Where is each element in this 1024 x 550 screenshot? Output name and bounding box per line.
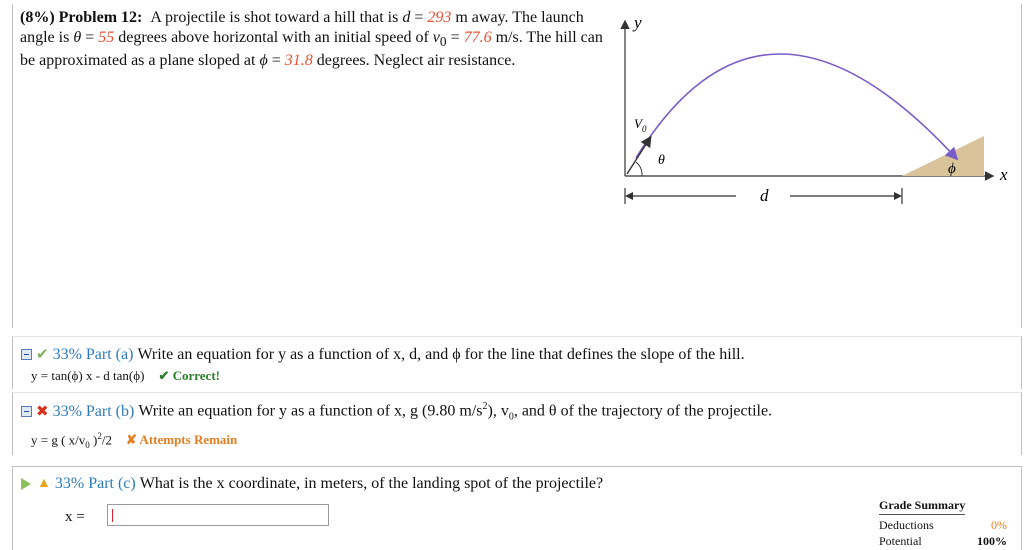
text-caret — [112, 509, 113, 522]
theta-label: θ — [658, 153, 665, 168]
deductions-value: 0% — [991, 518, 1007, 532]
v0-label: $V_0$ — [634, 116, 647, 134]
part-a-label: Part (a) — [85, 345, 134, 363]
grade-summary-title: Grade Summary — [879, 497, 965, 515]
x-coordinate-input[interactable] — [107, 504, 329, 526]
potential-value: 100% — [977, 534, 1007, 548]
part-b-header: ✖ 33% Part (b) Write an equation for y as a function of x, g (9.80 $m/s^2$), $v_0$, and θ of the trajectory of the projectile. — [21, 401, 772, 423]
part-b-answer: y = g ( $x/v_0$ )$^2$/2 — [31, 431, 112, 450]
part-c-header: ▲ 33% Part (c) What is the x coordinate, in meters, of the landing spot of the projectile? — [21, 475, 603, 493]
trajectory-curve — [636, 54, 956, 158]
check-icon: ✔ — [36, 347, 49, 363]
status-badge: ✘ Attempts Remain — [126, 432, 238, 448]
collapse-icon[interactable] — [21, 406, 32, 417]
x-icon: ✖ — [36, 404, 49, 421]
part-c-label: Part (c) — [88, 475, 136, 492]
warning-icon: ▲ — [37, 476, 51, 491]
part-a-panel — [12, 336, 1022, 389]
part-b-label: Part (b) — [85, 402, 135, 420]
part-c-question: What is the x coordinate, in meters, of the landing spot of the projectile? — [139, 475, 604, 492]
collapse-icon[interactable] — [21, 349, 32, 360]
v0-arrow — [627, 138, 650, 174]
theta-arc — [636, 162, 642, 176]
grade-summary: Grade Summary Deductions 0% Potential 100% — [879, 498, 1007, 548]
part-c-panel — [12, 466, 1022, 550]
projectile-diagram — [614, 10, 1020, 225]
expand-arrow-icon[interactable] — [21, 478, 31, 490]
problem-header: (8%) Problem 12: — [20, 9, 143, 26]
part-b-answer-row — [31, 431, 237, 450]
problem-statement: (8%) Problem 12: A projectile is shot toward a hill that is d = 293 m away. The launch angle is θ = 55 degrees above horizontal with an initial speed of $v_0 = 77.6$ m/s. The hill can be approximated as a plane sloped at ϕ = 31.8 degrees. Neglect air resistance. — [20, 9, 603, 70]
phi-label: ϕ — [948, 161, 956, 177]
theta-value: 55 — [98, 28, 115, 46]
part-a-header: ✔ 33% Part (a) Write an equation for y as a function of x, d, and ϕ for the line that defines the slope of the hill. — [21, 345, 745, 364]
part-a-question: Write an equation for y as a function of x, d, and ϕ for the line that defines the slope of the hill. — [137, 345, 745, 363]
v0-value: 77.6 — [463, 28, 492, 46]
part-a-answer: y = tan(ϕ) x - d tan(ϕ) — [31, 368, 145, 383]
part-a-answer-row — [31, 368, 220, 384]
status-badge: ✔ Correct! — [158, 368, 220, 383]
d-value: 293 — [427, 9, 452, 26]
phi-value: 31.8 — [284, 52, 313, 70]
hill-wedge — [902, 136, 984, 176]
x-input-label: x = — [65, 509, 85, 525]
d-label: d — [760, 186, 769, 205]
x-axis-label: x — [1000, 165, 1008, 184]
part-b-question: Write an equation for y as a function of x, g (9.80 $m/s^2$), $v_0$, and θ of the trajectory of the projectile. — [138, 401, 773, 423]
y-axis-label: y — [634, 13, 642, 32]
part-b-panel — [12, 392, 1022, 455]
